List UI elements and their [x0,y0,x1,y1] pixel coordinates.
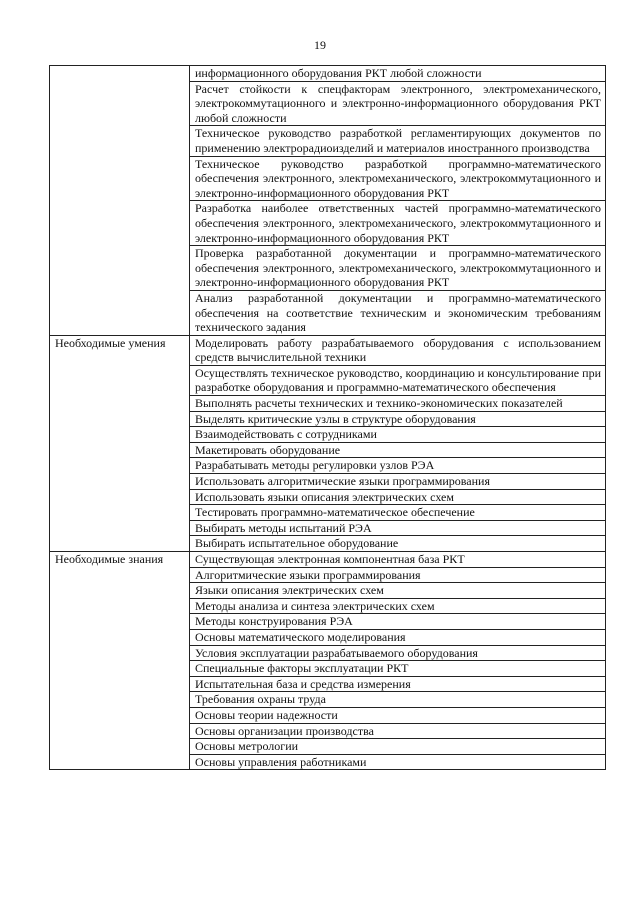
table-cell: Выбирать методы испытаний РЭА [190,520,606,536]
table-cell: Анализ разработанной документации и программно-математического обеспечения на соответствие техническим и экономическим требованиям технического задания [190,290,606,335]
table-cell: Осуществлять техническое руководство, координацию и консультирование при разработке оборудования и программно-математического обеспечения [190,365,606,395]
table-cell: Основы организации производства [190,723,606,739]
table-cell: Алгоритмические языки программирования [190,567,606,583]
table-cell: Взаимодействовать с сотрудниками [190,427,606,443]
table-cell: Требования охраны труда [190,692,606,708]
table-cell: Моделировать работу разрабатываемого оборудования с использованием средств вычислительной техники [190,335,606,365]
table-cell: Проверка разработанной документации и программно-математического обеспечения электронного, электромеханического, электрокоммутационного и электронно-информационного оборудования РКТ [190,246,606,291]
table-cell: Основы теории надежности [190,707,606,723]
table-cell: Разрабатывать методы регулировки узлов РЭА [190,458,606,474]
table-cell: Языки описания электрических схем [190,583,606,599]
group-label [50,66,190,336]
table-cell: Выполнять расчеты технических и технико-экономических показателей [190,396,606,412]
table-cell: Тестировать программно-математическое обеспечение [190,505,606,521]
table-cell: информационного оборудования РКТ любой сложности [190,66,606,82]
group-label: Необходимые знания [50,552,190,770]
table-cell: Методы анализа и синтеза электрических схем [190,598,606,614]
table-cell: Условия эксплуатации разрабатываемого оборудования [190,645,606,661]
table-cell: Существующая электронная компонентная база РКТ [190,552,606,568]
table-cell: Расчет стойкости к спецфакторам электронного, электромеханического, электрокоммутационного и электронно-информационного оборудования РКТ любой сложности [190,81,606,126]
table-cell: Основы математического моделирования [190,629,606,645]
table-cell: Специальные факторы эксплуатации РКТ [190,661,606,677]
table-cell: Техническое руководство разработкой регламентирующих документов по применению электрорадиоизделий и материалов иностранного производства [190,126,606,156]
table-cell: Техническое руководство разработкой программно-математического обеспечения электронного, электромеханического, электрокоммутационного и электронно-информационного оборудования РКТ [190,156,606,201]
table-cell: Основы метрологии [190,739,606,755]
table-cell: Использовать языки описания электрических схем [190,489,606,505]
group-label: Необходимые умения [50,335,190,551]
table-row [50,66,606,82]
table-cell: Испытательная база и средства измерения [190,676,606,692]
table-cell: Макетировать оборудование [190,442,606,458]
table-row [50,335,606,365]
page-number: 19 [314,38,326,52]
requirements-table [49,65,606,770]
table-cell: Выделять критические узлы в структуре оборудования [190,411,606,427]
table-cell: Методы конструирования РЭА [190,614,606,630]
table-row [50,552,606,568]
table-cell: Использовать алгоритмические языки программирования [190,474,606,490]
table-cell: Основы управления работниками [190,754,606,770]
table-cell: Выбирать испытательное оборудование [190,536,606,552]
table-cell: Разработка наиболее ответственных частей программно-математического обеспечения электронного, электромеханического, электрокоммутационного и электронно-информационного оборудования РКТ [190,201,606,246]
